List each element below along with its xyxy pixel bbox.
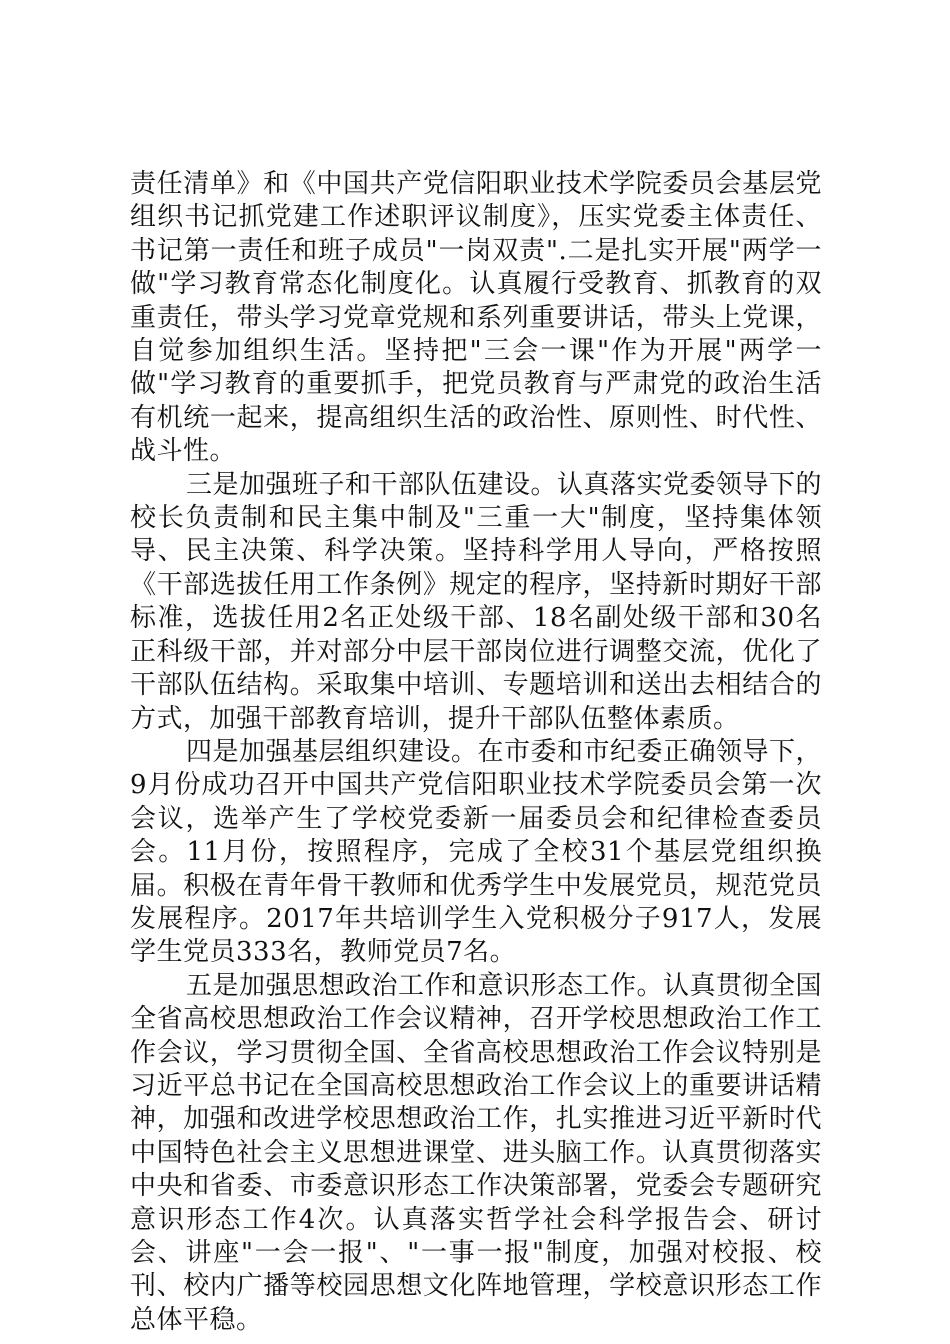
paragraph-grassroots-organization: 四是加强基层组织建设。在市委和市纪委正确领导下，9月份成功召开中国共产党信阳职业技术学院委员会第一次会议，选举产生了学校党委新一届委员会和纪律检查委员会。11月份，按照程序，完成了全校31个基层党组织换届。积极在青年骨干教师和优秀学生中发展党员，规范党员发展程序。2017年共培训学生入党积极分子917人，发展学生党员333名，教师党员7名。 (130, 736, 823, 968)
paragraph-ideological-work: 五是加强思想政治工作和意识形态工作。认真贯彻全国全省高校思想政治工作会议精神，召开学校思想政治工作工作会议，学习贯彻全国、全省高校思想政治工作会议特别是习近平总书记在全国高校思想政治工作会议上的重要讲话精神，加强和改进学校思想政治工作，扎实推进习近平新时代中国特色社会主义思想进课堂、进头脑工作。认真贯彻落实中央和省委、市委意识形态工作决策部署，党委会专题研究意识形态工作4次。认真落实哲学社会科学报告会、研讨会、讲座"一会一报"、"一事一报"制度，加强对校报、校刊、校内广播等校园思想文化阵地管理，学校意识形态工作总体平稳。 (130, 970, 823, 1335)
paragraph-responsibility: 责任清单》和《中国共产党信阳职业技术学院委员会基层党组织书记抓党建工作述职评议制度》，压实党委主体责任、书记第一责任和班子成员"一岗双责".二是扎实开展"两学一做"学习教育常态化制度化。认真履行受教育、抓教育的双重责任，带头学习党章党规和系列重要讲话，带头上党课，自觉参加组织生活。坚持把"三会一课"作为开展"两学一做"学习教育的重要抓手，把党员教育与严肃党的政治生活有机统一起来，提高组织生活的政治性、原则性、时代性、战斗性。 (130, 169, 822, 467)
document-page (130, 168, 822, 1337)
paragraph-team-building: 三是加强班子和干部队伍建设。认真落实党委领导下的校长负责制和民主集中制及"三重一大"制度，坚持集体领导、民主决策、科学决策。坚持科学用人导向，严格按照《干部选拔任用工作条例》规定的程序，坚持新时期好干部标准，选拔任用2名正处级干部、18名副处级干部和30名正科级干部，并对部分中层干部岗位进行调整交流，优化了干部队伍结构。采取集中培训、专题培训和送出去相结合的方式，加强干部教育培训，提升干部队伍整体素质。 (130, 469, 823, 734)
